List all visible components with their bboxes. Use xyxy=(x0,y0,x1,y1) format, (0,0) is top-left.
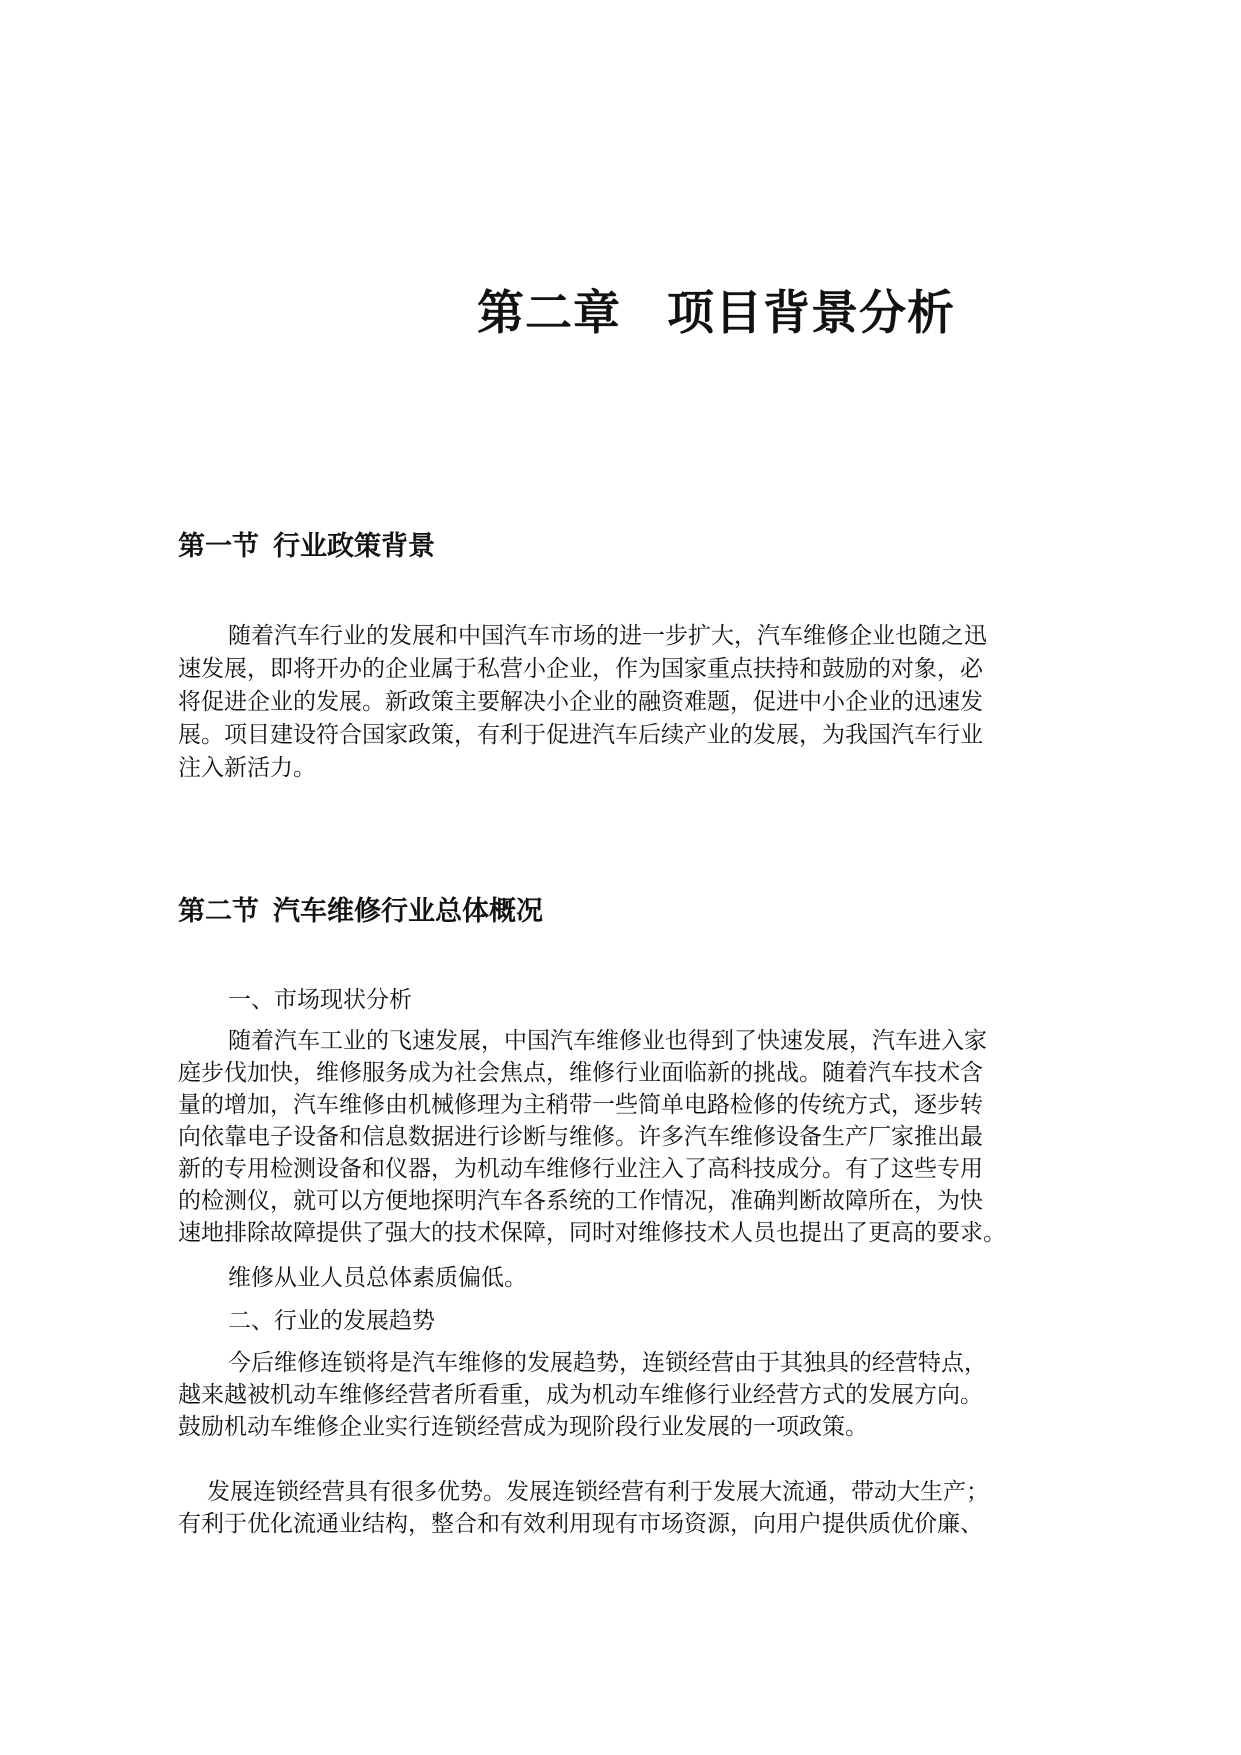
subheading-market-status xyxy=(178,984,412,1017)
section-2-title: 汽车维修行业总体概况 xyxy=(273,896,543,927)
market-status-line: 庭步伐加快，维修服务成为社会焦点，维修行业面临新的挑战。随着汽车技术含 xyxy=(178,1060,983,1086)
section-2-heading xyxy=(178,895,543,929)
staff-quality-line xyxy=(178,1262,527,1295)
chapter-heading-text: 项目背景分析 xyxy=(667,286,955,341)
staff-quality-text: 维修从业人员总体素质偏低。 xyxy=(228,1265,527,1291)
section-1-line: 展。项目建设符合国家政策，有利于促进汽车后续产业的发展，为我国汽车行业 xyxy=(178,722,983,748)
market-status-line: 的检测仪，就可以方便地探明汽车各系统的工作情况，准确判断故障所在，为快 xyxy=(178,1188,983,1214)
section-1-line: 随着汽车行业的发展和中国汽车市场的进一步扩大，汽车维修企业也随之迅 xyxy=(228,623,987,649)
section-1-line: 将促进企业的发展。新政策主要解决小企业的融资难题，促进中小企业的迅速发 xyxy=(178,689,983,715)
chain-operation-line: 发展连锁经营具有很多优势。发展连锁经营有利于发展大流通，带动大生产； xyxy=(207,1479,989,1505)
section-1-line: 注入新活力。 xyxy=(178,755,316,781)
subheading-market-status-text: 一、市场现状分析 xyxy=(228,987,412,1013)
market-status-line: 向依靠电子设备和信息数据进行诊断与维修。许多汽车维修设备生产厂家推出最 xyxy=(178,1124,983,1150)
market-status-line: 新的专用检测设备和仪器，为机动车维修行业注入了高科技成分。有了这些专用 xyxy=(178,1156,983,1182)
development-trend-paragraph xyxy=(178,1347,1078,1443)
development-trend-line: 鼓励机动车维修企业实行连锁经营成为现阶段行业发展的一项政策。 xyxy=(178,1414,868,1440)
section-1-title: 行业政策背景 xyxy=(273,531,435,562)
development-trend-line: 越来越被机动车维修经营者所看重，成为机动车维修行业经营方式的发展方向。 xyxy=(178,1382,983,1408)
market-status-line: 随着汽车工业的飞速发展，中国汽车维修业也得到了快速发展，汽车进入家 xyxy=(228,1028,987,1054)
subheading-development-trend-text: 二、行业的发展趋势 xyxy=(228,1308,435,1334)
market-status-line: 量的增加，汽车维修由机械修理为主稍带一些简单电路检修的传统方式，逐步转 xyxy=(178,1092,983,1118)
chain-operation-line: 有利于优化流通业结构，整合和有效利用现有市场资源，向用户提供质优价廉、 xyxy=(178,1511,983,1537)
chapter-label: 第二章 xyxy=(477,286,621,341)
market-status-paragraph xyxy=(178,1025,1078,1249)
section-1-heading xyxy=(178,530,435,564)
section-1-label: 第一节 xyxy=(178,531,259,562)
development-trend-line: 今后维修连锁将是汽车维修的发展趋势，连锁经营由于其独具的经营特点， xyxy=(228,1350,987,1376)
section-2-label: 第二节 xyxy=(178,896,259,927)
subheading-development-trend xyxy=(178,1305,435,1338)
chapter-title xyxy=(477,284,955,344)
section-1-line: 速发展，即将开办的企业属于私营小企业，作为国家重点扶持和鼓励的对象，必 xyxy=(178,656,983,682)
market-status-line: 速地排除故障提供了强大的技术保障，同时对维修技术人员也提出了更高的要求。 xyxy=(178,1220,1006,1246)
section-1-paragraph xyxy=(178,620,1078,785)
chain-operation-paragraph xyxy=(178,1476,1078,1540)
